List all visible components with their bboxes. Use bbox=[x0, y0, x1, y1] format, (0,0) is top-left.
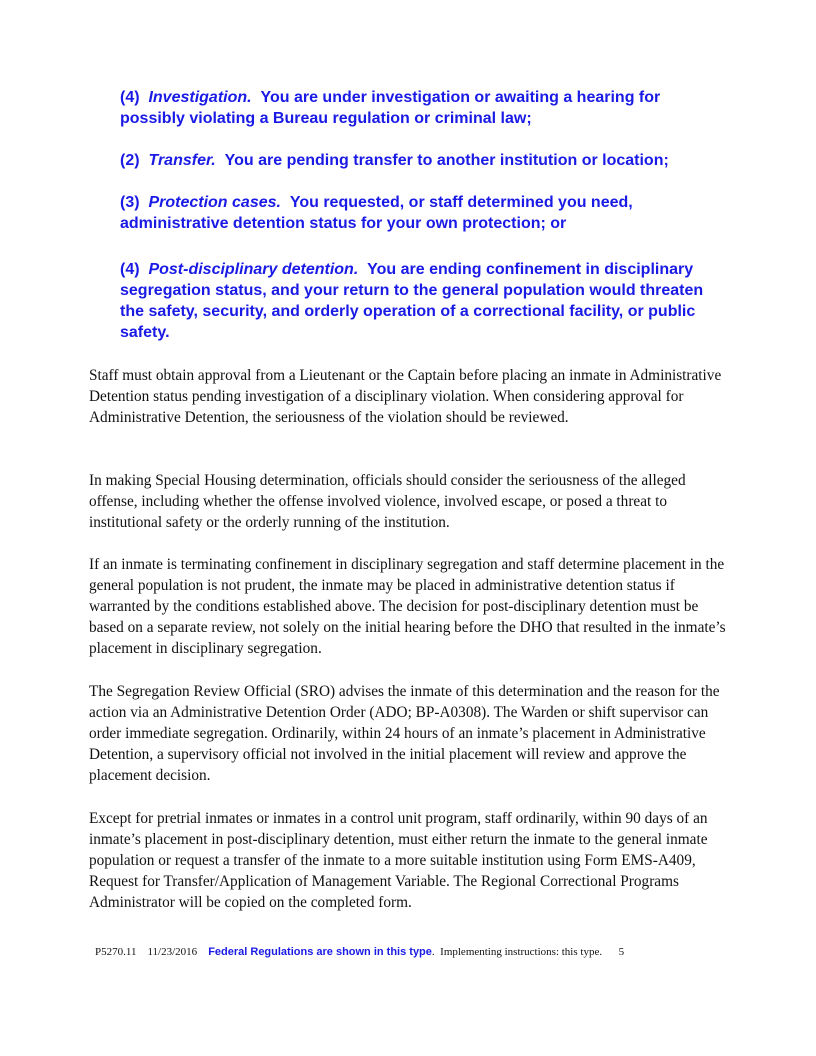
regulation-item-protection bbox=[120, 192, 720, 234]
paragraph-sro: The Segregation Review Official (SRO) advises the inmate of this determination and the reason for the action via an Administrative Detention Order (ADO; BP-A0308). The Warden or shift supervisor can order immediate segregation. Ordinarily, within 24 hours of an inmate’s placement in Administrative Detention, a supervisory official not involved in the initial placement will review and approve the placement decision. bbox=[89, 683, 720, 784]
footer-page-number: 5 bbox=[618, 946, 625, 958]
paragraph-approval: Staff must obtain approval from a Lieutenant or the Captain before placing an inmate in Administrative Detention status pending investigation of a disciplinary violation. When considering approval for Administrative Detention, the seriousness of the violation should be reviewed. bbox=[89, 367, 722, 426]
regulation-term: Post-disciplinary detention. bbox=[148, 261, 359, 278]
regulation-term: Protection cases. bbox=[148, 194, 281, 211]
footer-federal-period: . bbox=[431, 946, 435, 958]
paragraph-transfer-request: Except for pretrial inmates or inmates in a control unit program, staff ordinarily, within 90 days of an inmate’s placement in post-disciplinary detention, must either return the inmate to the general inmate population or request a transfer of the inmate to a more suitable institution using Form EMS-A409, Request for Transfer/Application of Management Variable. The Regional Correctional Programs Administrator will be copied on the completed form. bbox=[89, 810, 708, 911]
regulation-item-post-disciplinary bbox=[120, 259, 720, 343]
footer-doc-number: P5270.11 bbox=[95, 946, 137, 958]
regulation-term: Investigation. bbox=[148, 89, 252, 106]
regulation-number: (4) bbox=[120, 261, 140, 278]
page-footer bbox=[95, 946, 624, 958]
regulation-item-investigation bbox=[120, 87, 720, 129]
paragraph-post-disciplinary: If an inmate is terminating confinement in disciplinary segregation and staff determine placement in the general population is not prudent, the inmate may be placed in administrative detention status if warranted by the conditions established above. The decision for post-disciplinary detention must be based on a separate review, not solely on the initial hearing before the DHO that resulted in the inmate’s placement in disciplinary segregation. bbox=[89, 556, 726, 657]
paragraph-special-housing: In making Special Housing determination, officials should consider the seriousness of the alleged offense, including whether the offense involved violence, involved escape, or posed a threat to institutional safety or the orderly running of the institution. bbox=[89, 472, 686, 531]
footer-implementing-note: Implementing instructions: this type. bbox=[440, 946, 603, 958]
regulation-number: (4) bbox=[120, 89, 140, 106]
regulation-text: You are ending confinement in disciplinary segregation status, and your return to the general population would threaten the safety, security, and orderly operation of a correctional facility, or public safety. bbox=[120, 261, 704, 341]
regulation-text: You are under investigation or awaiting a hearing for possibly violating a Bureau regulation or criminal law; bbox=[120, 89, 661, 127]
regulation-text: You requested, or staff determined you need, administrative detention status for your own protection; or bbox=[120, 194, 633, 232]
regulation-number: (3) bbox=[120, 194, 140, 211]
regulation-text: You are pending transfer to another institution or location; bbox=[224, 152, 669, 169]
regulation-item-transfer bbox=[120, 150, 720, 171]
footer-date: 11/23/2016 bbox=[147, 946, 198, 958]
footer-federal-note: Federal Regulations are shown in this type bbox=[208, 946, 432, 958]
regulation-number: (2) bbox=[120, 152, 140, 169]
regulation-term: Transfer. bbox=[148, 152, 216, 169]
